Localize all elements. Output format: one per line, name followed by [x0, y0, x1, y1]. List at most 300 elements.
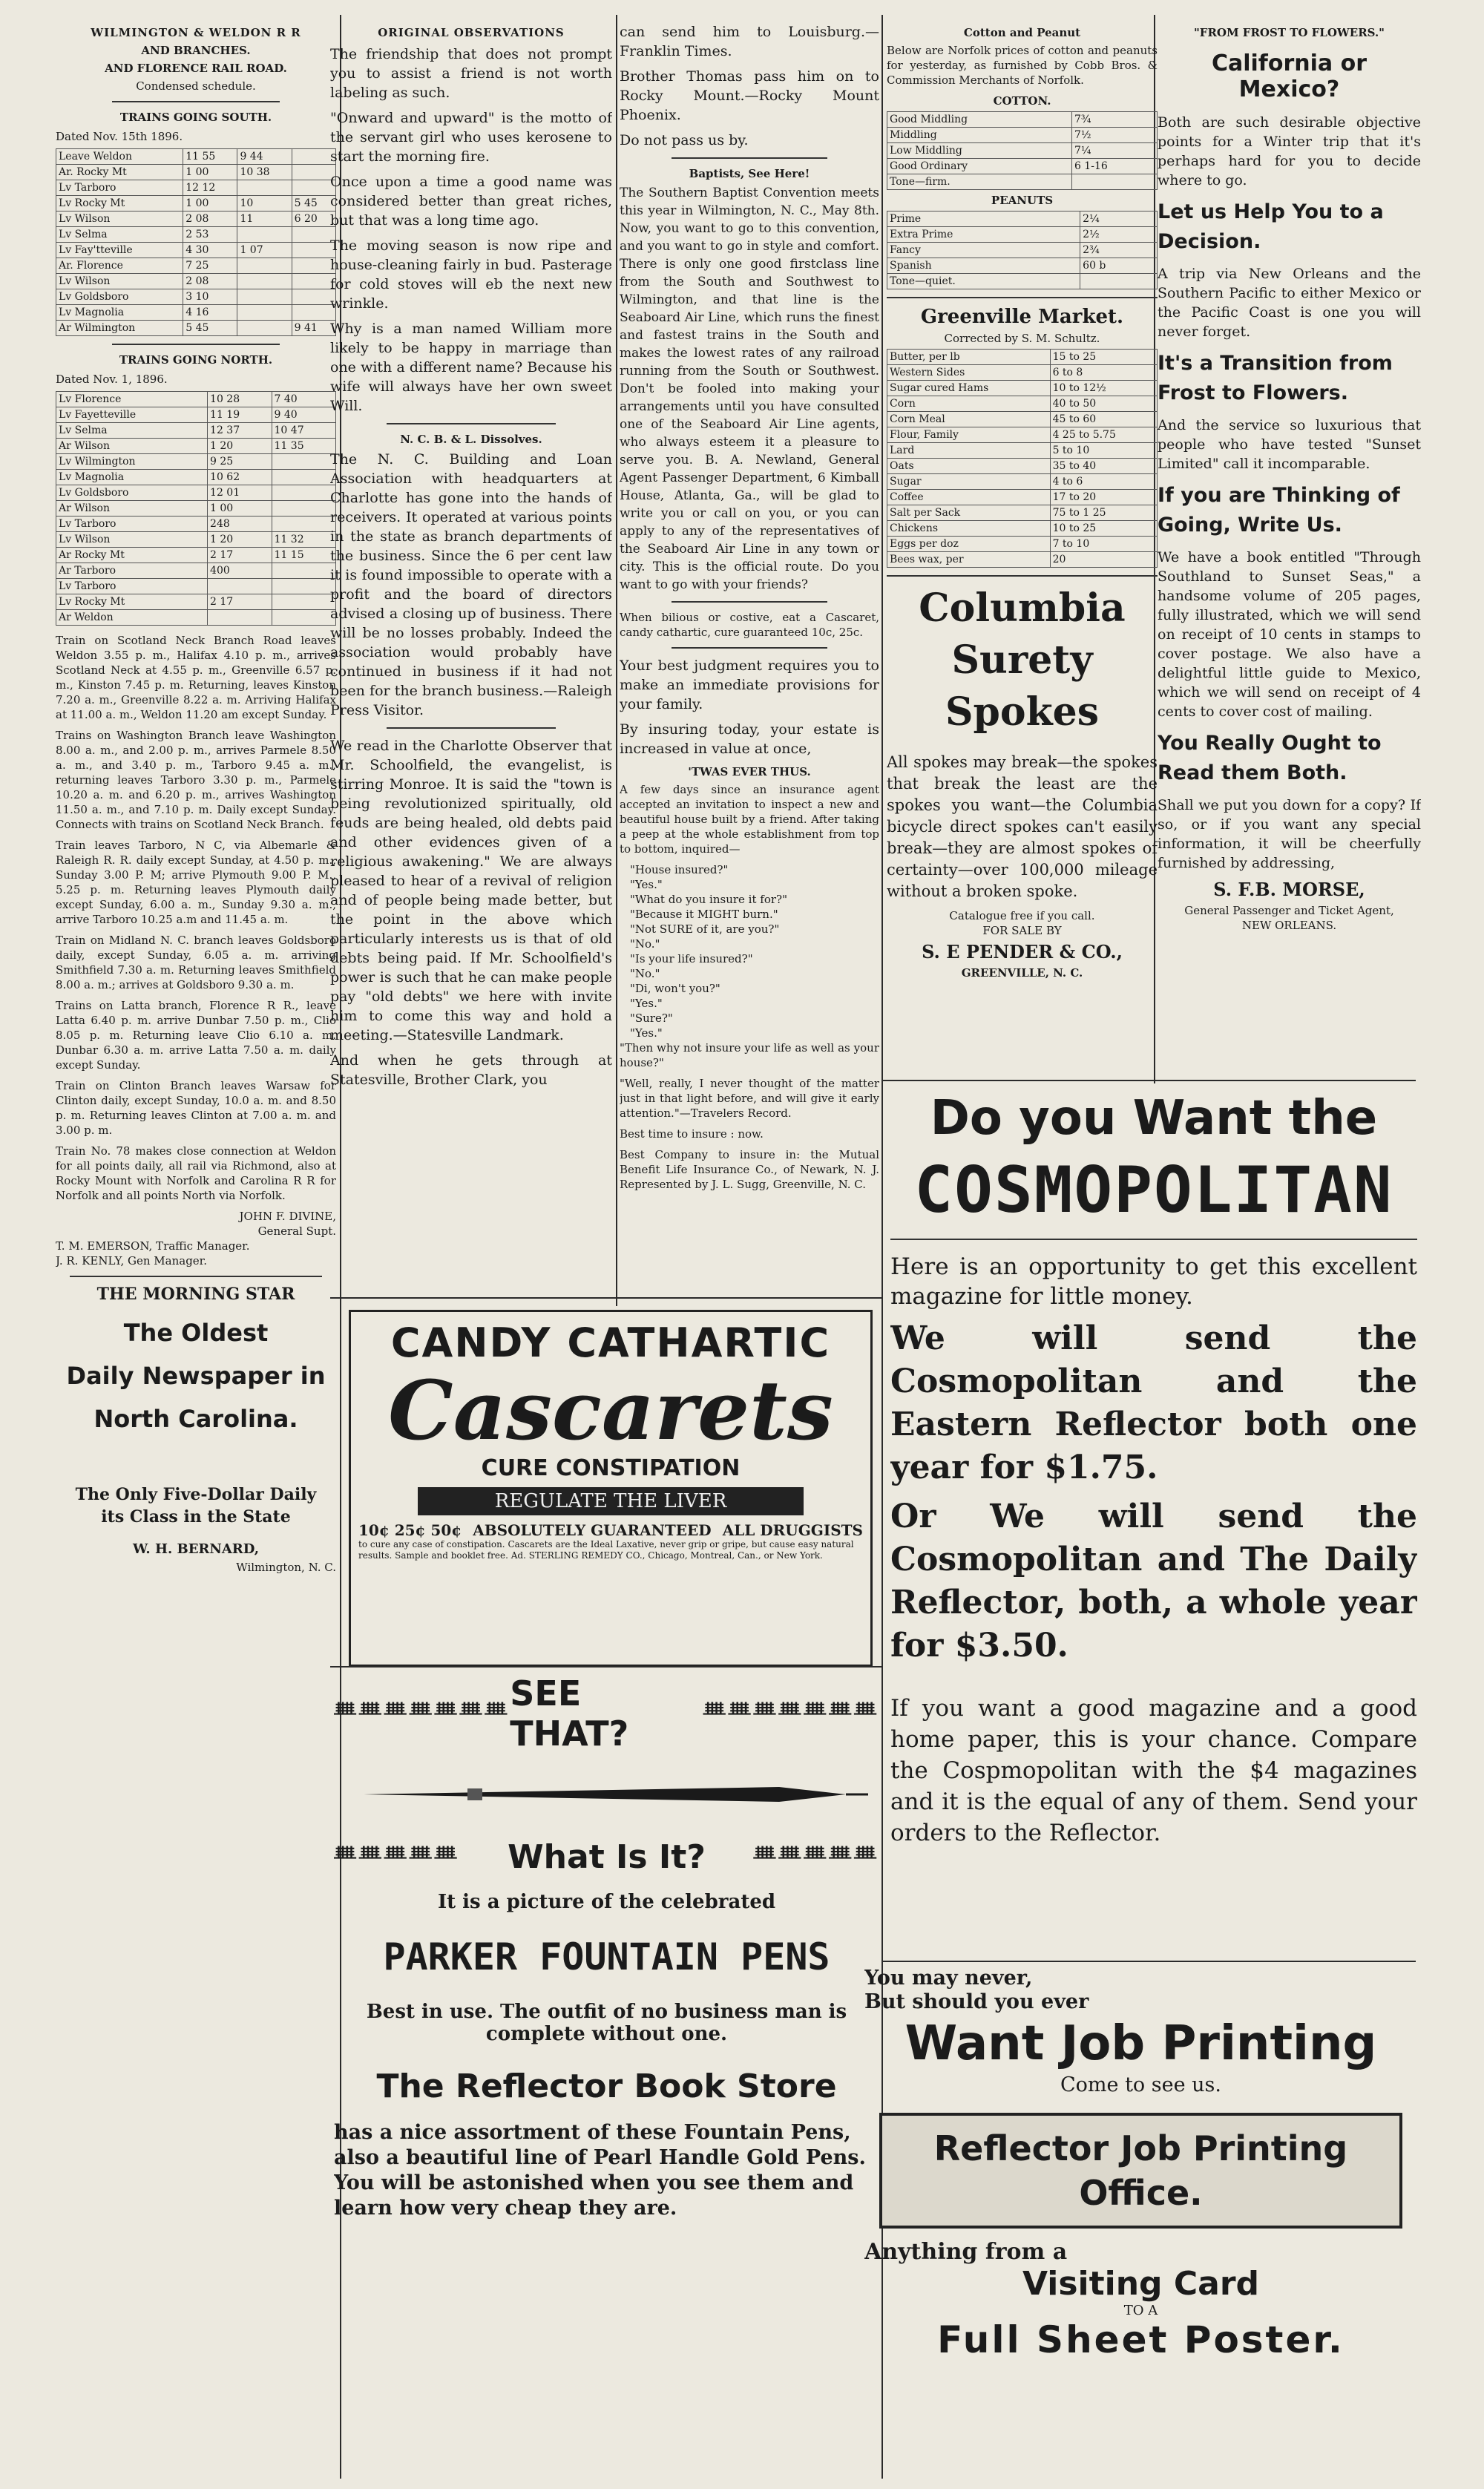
article-paragraph: Best time to insure : now.: [620, 1127, 764, 1141]
table-cell: Leave Weldon: [56, 149, 183, 165]
price-row: [887, 243, 1158, 258]
cosmopolitan-ad: [890, 1087, 1417, 1970]
frost-quote: "FROM FROST TO FLOWERS.": [1193, 26, 1385, 39]
table-cell: Lard: [887, 443, 1051, 459]
table-cell: 2 53: [183, 227, 237, 243]
table-cell: Lv Tarboro: [56, 180, 183, 196]
table-cell: Lv Selma: [56, 227, 183, 243]
railroad-title: WILMINGTON & WELDON R R: [91, 26, 301, 39]
spokes-headline: Surety: [951, 637, 1093, 683]
schedule-row: [56, 532, 336, 548]
spokes-body: All spokes may break—the spokes that break the least are the spokes you want—the Columbia bicycle direct spokes can't easily break—they are almost spokes of certainty—over 100,000 mileage without a broken spoke.: [887, 753, 1158, 900]
railroad-schedule-column: [56, 22, 336, 2471]
table-cell: [237, 227, 292, 243]
railroad-subtitle: Condensed schedule.: [136, 79, 256, 93]
observation-paragraph: Once upon a time a good name was considered better than great riches, but that was a long time ago.: [330, 174, 612, 229]
table-cell: Good Ordinary: [887, 159, 1072, 174]
schedule-row: [56, 211, 336, 227]
table-cell: 248: [208, 517, 272, 532]
market-title: Greenville Market.: [920, 306, 1124, 328]
price-row: [887, 159, 1158, 174]
baptists-column: [620, 22, 879, 1284]
cosmo-title: COSMOPOLITAN: [914, 1153, 1393, 1227]
table-cell: Spanish: [887, 258, 1080, 274]
morning-star-line: Daily Newspaper in: [66, 1362, 326, 1390]
table-cell: [1080, 274, 1158, 289]
table-cell: [272, 563, 335, 579]
schedule-row: [56, 454, 336, 470]
table-cell: [292, 180, 335, 196]
table-cell: [237, 274, 292, 289]
price-row: [887, 505, 1158, 521]
signature: J. R. KENLY, Gen Manager.: [56, 1254, 207, 1268]
table-cell: 7½: [1071, 128, 1157, 143]
table-cell: Ar Wilmington: [56, 321, 183, 336]
table-cell: Sugar cured Hams: [887, 381, 1051, 396]
job-printing-ad: [864, 1967, 1417, 2479]
dialog-line: "What do you insure it for?": [630, 893, 787, 906]
table-cell: [237, 289, 292, 305]
ad-paragraph: Both are such desirable objective points for a Winter trip that it's perhaps hard for you to decide where to go.: [1158, 114, 1421, 188]
schedule-row: [56, 392, 336, 407]
dialog-line: "Yes.": [630, 878, 663, 891]
table-cell: 7 to 10: [1050, 537, 1157, 552]
schedule-row: [56, 227, 336, 243]
cascarets-cure: CURE CONSTIPATION: [481, 1455, 741, 1481]
job-line: Come to see us.: [1060, 2073, 1221, 2096]
cotton-heading: COTTON.: [993, 94, 1051, 108]
table-cell: Western Sides: [887, 365, 1051, 381]
ad-heading: You Really Ought to Read them Both.: [1158, 732, 1382, 784]
table-cell: Sugar: [887, 474, 1051, 490]
price-row: [887, 443, 1158, 459]
table-cell: Ar Wilson: [56, 501, 208, 517]
table-cell: [292, 258, 335, 274]
peanut-table: [887, 211, 1158, 289]
table-cell: [1071, 174, 1157, 190]
dialog-line: "Yes.": [630, 997, 663, 1010]
morning-star-line: The Oldest: [123, 1319, 269, 1347]
table-cell: 4 to 6: [1050, 474, 1157, 490]
ad-signature-title: General Passenger and Ticket Agent,: [1184, 904, 1394, 917]
table-cell: 9 44: [237, 149, 292, 165]
table-cell: [272, 579, 335, 594]
cotton-title: Cotton and Peanut: [963, 26, 1081, 39]
article-paragraph: "Then why not insure your life as well as your house?": [620, 1041, 879, 1069]
table-cell: 7 40: [272, 392, 335, 407]
signature-title: General Supt.: [257, 1224, 336, 1238]
table-cell: 9 41: [292, 321, 335, 336]
south-schedule-table: [56, 148, 336, 336]
signature: T. M. EMERSON, Traffic Manager.: [56, 1239, 250, 1253]
dialog-line: "No.": [630, 967, 660, 980]
spokes-city: GREENVILLE, N. C.: [961, 966, 1083, 980]
table-cell: 400: [208, 563, 272, 579]
price-row: [887, 350, 1158, 365]
market-subtitle: Corrected by S. M. Schultz.: [944, 332, 1100, 345]
table-cell: Lv Rocky Mt: [56, 196, 183, 211]
table-cell: 45 to 60: [1050, 412, 1157, 427]
south-dated: Dated Nov. 15th 1896.: [56, 130, 183, 143]
table-cell: 1 00: [208, 501, 272, 517]
table-cell: Coffee: [887, 490, 1051, 505]
table-cell: 1 07: [237, 243, 292, 258]
table-cell: 10: [237, 196, 292, 211]
table-cell: 2¾: [1080, 243, 1158, 258]
section-rule: [330, 1666, 882, 1667]
price-row: [887, 211, 1158, 227]
schedule-row: [56, 243, 336, 258]
table-cell: [272, 517, 335, 532]
table-cell: Lv Fay'tteville: [56, 243, 183, 258]
southern-pacific-column: [1158, 22, 1421, 1076]
train-note: Train on Clinton Branch leaves Warsaw for Clinton daily, except Sunday, 10.0 a. m. and 8.50 p. m. Returning leaves Clinton at 7.00 a. m. and 3.00 p. m.: [56, 1079, 336, 1137]
pen-line: It is a picture of the celebrated: [437, 1891, 776, 1913]
table-cell: Ar Weldon: [56, 610, 208, 626]
price-row: [887, 537, 1158, 552]
table-cell: 6 to 8: [1050, 365, 1157, 381]
job-office-name: Reflector Job Printing Office.: [933, 2128, 1348, 2213]
table-cell: 10 to 25: [1050, 521, 1157, 537]
train-notes: [56, 633, 336, 1203]
table-cell: 1 00: [183, 196, 237, 211]
table-cell: 2½: [1080, 227, 1158, 243]
pen-store: The Reflector Book Store: [376, 2067, 837, 2105]
ornament: ᚙᚙᚙᚙᚙ: [334, 1846, 460, 1869]
trains-north-title: TRAINS GOING NORTH.: [119, 353, 273, 367]
price-row: [887, 490, 1158, 505]
table-cell: 7¾: [1071, 112, 1157, 128]
market-column: [887, 22, 1158, 1091]
article-paragraph: We read in the Charlotte Observer that Mr. Schoolfield, the evangelist, is stirring Monroe. It is said the "town is being revolutionized spiritually, old feuds are being healed, old debts paid and other evidences given of a religious awakening." We are always pleased to hear of a revival of religion and of people being made better, but the point in the above which particularly interests us is that of old debts being paid. If Mr. Schoolfield's power is such that he can make people pay "old debts" we here with invite him to come this way and hold a meeting.—Statesville Landmark.: [330, 738, 612, 1043]
train-note: Trains on Washington Branch leave Washington 8.00 a. m., and 2.00 p. m., arrives Parmele 8.50 a. m., and 3.40 p. m., Tarboro 9.45 a. m., returning leaves Tarboro 3.30 p. m., Parmele 10.20 a. m. and 6.20 p. m., arrives Washington 11.50 a. m., and 7.10 p. m. Daily except Sunday. Connects with trains on Scotland Neck Branch.: [56, 729, 336, 831]
table-cell: Fancy: [887, 243, 1080, 258]
fountain-pen-icon: [334, 1754, 879, 1835]
spokes-firm: S. E PENDER & CO.,: [922, 941, 1123, 963]
table-cell: 11 32: [272, 532, 335, 548]
cascarets-price: 10¢ 25¢ 50¢: [358, 1521, 462, 1539]
cascarets-guarantee: ABSOLUTELY GUARANTEED: [473, 1521, 712, 1539]
table-cell: 12 37: [208, 423, 272, 439]
table-cell: 9 25: [208, 454, 272, 470]
table-cell: Eggs per doz: [887, 537, 1051, 552]
table-cell: [208, 579, 272, 594]
table-cell: Oats: [887, 459, 1051, 474]
table-cell: 60 b: [1080, 258, 1158, 274]
morning-star-city: Wilmington, N. C.: [236, 1561, 336, 1574]
table-cell: 10 47: [272, 423, 335, 439]
table-cell: 12 12: [183, 180, 237, 196]
table-cell: 11: [237, 211, 292, 227]
table-cell: 2 08: [183, 274, 237, 289]
ad-paragraph: And the service so luxurious that people who have tested "Sunset Limited" call it incomparable.: [1158, 417, 1421, 472]
schedule-row: [56, 149, 336, 165]
job-line: Visiting Card: [1022, 2265, 1260, 2303]
table-cell: Lv Selma: [56, 423, 208, 439]
article-paragraph: Do not pass us by.: [620, 132, 749, 148]
cotton-intro: Below are Norfolk prices of cotton and peanuts for yesterday, as furnished by Cobb Bros. & Commission Merchants of Norfolk.: [887, 44, 1158, 87]
train-note: Train on Scotland Neck Branch Road leaves Weldon 3.55 p. m., Halifax 4.10 p. m., arrives Scotland Neck at 4.55 p. m., Greenville 6.57 p. m., Kinston 7.45 p. m. Returning, leaves Kinston 7.20 a. m., Greenville 8.22 a. m. Arriving Halifax at 11.00 a. m., Weldon 11.20 am except Sunday.: [56, 634, 336, 721]
table-cell: 1 20: [208, 439, 272, 454]
table-cell: Tone—firm.: [887, 174, 1072, 190]
cascarets-name: Cascarets: [388, 1362, 833, 1458]
table-cell: Butter, per lb: [887, 350, 1051, 365]
price-row: [887, 128, 1158, 143]
article-paragraph: Brother Thomas pass him on to Rocky Mount.—Rocky Mount Phoenix.: [620, 68, 879, 123]
table-cell: 10 38: [237, 165, 292, 180]
ad-paragraph: Shall we put you down for a copy? If so, or if you want any special information, it will be cheerfully furnished by addressing,: [1158, 797, 1421, 871]
price-row: [887, 474, 1158, 490]
table-cell: 10 to 12½: [1050, 381, 1157, 396]
table-cell: 5 45: [183, 321, 237, 336]
table-cell: 4 25 to 5.75: [1050, 427, 1157, 443]
signature: JOHN F. DIVINE,: [239, 1210, 336, 1223]
price-row: [887, 258, 1158, 274]
table-cell: Middling: [887, 128, 1072, 143]
table-cell: Tone—quiet.: [887, 274, 1080, 289]
table-cell: Lv Tarboro: [56, 517, 208, 532]
table-cell: [272, 610, 335, 626]
train-note: Trains on Latta branch, Florence R R., leave Latta 6.40 p. m. arrive Dunbar 7.50 p. m., Clio 8.05 p. m. Returning leave Clio 6.10 a. m. Dunbar 6.30 a. m. arrive Latta 7.50 a. m. daily except Sunday.: [56, 999, 336, 1072]
job-line: You may never,: [864, 1967, 1033, 1990]
table-cell: Ar Tarboro: [56, 563, 208, 579]
ad-heading: If you are Thinking of Going, Write Us.: [1158, 484, 1400, 537]
fountain-pen-ad: [334, 1673, 879, 2475]
dialog-line: "House insured?": [630, 863, 729, 876]
observation-paragraph: The moving season is now ripe and house-cleaning fairly in bud. Pasterage for cold stoves will eb the next new wrinkle.: [330, 237, 612, 312]
table-cell: [237, 321, 292, 336]
table-cell: Ar Rocky Mt: [56, 548, 208, 563]
job-line: TO A: [1123, 2303, 1158, 2318]
table-cell: 20: [1050, 552, 1157, 568]
table-cell: [292, 274, 335, 289]
schedule-row: [56, 305, 336, 321]
table-cell: Lv Florence: [56, 392, 208, 407]
north-schedule-table: [56, 391, 336, 626]
table-cell: Chickens: [887, 521, 1051, 537]
table-cell: 12 01: [208, 485, 272, 501]
table-cell: Lv Magnolia: [56, 470, 208, 485]
dialog-line: "Sure?": [630, 1011, 673, 1025]
table-cell: Ar Wilson: [56, 439, 208, 454]
article-paragraph: When bilious or costive, eat a Cascaret, candy cathartic, cure guaranteed 10c, 25c.: [620, 611, 879, 639]
morning-star-line: North Carolina.: [93, 1405, 298, 1433]
schedule-row: [56, 517, 336, 532]
pen-line: Best in use. The outfit of no business man is complete without one.: [366, 2001, 847, 2045]
schedule-row: [56, 274, 336, 289]
morning-star-signature: W. H. BERNARD,: [133, 1541, 259, 1557]
table-cell: [292, 149, 335, 165]
table-cell: [272, 470, 335, 485]
spokes-sale: FOR SALE BY: [982, 924, 1062, 937]
ornament: ᚙᚙᚙᚙᚙᚙᚙ: [703, 1702, 879, 1725]
article-paragraph: Your best judgment requires you to make an immediate provisions for your family.: [620, 657, 879, 712]
table-cell: Low Middling: [887, 143, 1072, 159]
column-rule: [616, 15, 617, 1306]
table-cell: [292, 227, 335, 243]
table-cell: 2¼: [1080, 211, 1158, 227]
table-cell: Corn: [887, 396, 1051, 412]
table-cell: 2 17: [208, 548, 272, 563]
table-cell: Lv Wilmington: [56, 454, 208, 470]
schedule-row: [56, 579, 336, 594]
article-heading: 'TWAS EVER THUS.: [688, 765, 811, 778]
table-cell: [292, 165, 335, 180]
train-note: Train No. 78 makes close connection at Weldon for all points daily, all rail via Richmond, also at Rocky Mount with Norfolk and Carolina R R for Norfolk and all points North via Norfolk.: [56, 1144, 336, 1202]
table-cell: 40 to 50: [1050, 396, 1157, 412]
table-cell: Lv Tarboro: [56, 579, 208, 594]
railroad-subtitle: AND BRANCHES.: [141, 44, 251, 57]
table-cell: [237, 258, 292, 274]
table-cell: Lv Goldsboro: [56, 289, 183, 305]
table-cell: [272, 501, 335, 517]
schedule-row: [56, 439, 336, 454]
table-cell: 11 19: [208, 407, 272, 423]
table-cell: Lv Rocky Mt: [56, 594, 208, 610]
dialog-line: "Because it MIGHT burn.": [630, 908, 778, 921]
cotton-table: [887, 111, 1158, 190]
table-cell: Prime: [887, 211, 1080, 227]
observation-paragraph: Why is a man named William more likely to be happy in marriage than one with a different name? Because his wife will always have her own sweet Will.: [330, 321, 612, 414]
spokes-catalogue: Catalogue free if you call.: [949, 909, 1095, 922]
dialog-line: "Is your life insured?": [630, 952, 753, 965]
morning-star-line: The Only Five-Dollar Daily: [75, 1485, 317, 1504]
ad-heading: Let us Help You to a Decision.: [1158, 200, 1384, 253]
schedule-row: [56, 594, 336, 610]
spokes-headline: Columbia: [919, 586, 1126, 631]
table-cell: 9 40: [272, 407, 335, 423]
schedule-row: [56, 321, 336, 336]
price-row: [887, 521, 1158, 537]
ad-paragraph: We have a book entitled "Through Southland to Sunset Seas," a handsome volume of 205 pages, fully illustrated, which we will send on receipt of 10 cents in stamps to cover postage. We also have a delightful little guide to Mexico, which we will send on receipt of 4 cents to cover cost of mailing.: [1158, 549, 1421, 720]
table-cell: Ar. Florence: [56, 258, 183, 274]
schedule-row: [56, 180, 336, 196]
table-cell: 75 to 1 25: [1050, 505, 1157, 521]
table-cell: 10 28: [208, 392, 272, 407]
table-cell: 11 15: [272, 548, 335, 563]
peanut-heading: PEANUTS: [991, 194, 1054, 207]
table-cell: 6 1-16: [1071, 159, 1157, 174]
table-cell: 1 20: [208, 532, 272, 548]
price-row: [887, 396, 1158, 412]
table-cell: 11 55: [183, 149, 237, 165]
table-cell: [272, 485, 335, 501]
table-cell: Lv Fayetteville: [56, 407, 208, 423]
article-paragraph: can send him to Louisburg.—Franklin Times.: [620, 24, 879, 59]
schedule-row: [56, 610, 336, 626]
table-cell: 2 08: [183, 211, 237, 227]
table-cell: [237, 305, 292, 321]
table-cell: 6 20: [292, 211, 335, 227]
article-paragraph: By insuring today, your estate is increased in value at once,: [620, 721, 879, 757]
schedule-row: [56, 165, 336, 180]
article-paragraph: A few days since an insurance agent accepted an invitation to inspect a new and beautiful house built by a friend. After taking a peep at the whole establishment from top to bottom, inquired—: [620, 783, 879, 856]
job-line: But should you ever: [864, 1990, 1089, 2013]
table-cell: Corn Meal: [887, 412, 1051, 427]
table-cell: [292, 305, 335, 321]
table-cell: 1 00: [183, 165, 237, 180]
morning-star-line: its Class in the State: [101, 1507, 291, 1526]
table-cell: 4 30: [183, 243, 237, 258]
schedule-row: [56, 485, 336, 501]
table-cell: [272, 454, 335, 470]
table-cell: 15 to 25: [1050, 350, 1157, 365]
table-cell: Flour, Family: [887, 427, 1051, 443]
dialog-line: "No.": [630, 937, 660, 951]
table-cell: Lv Wilson: [56, 274, 183, 289]
schedule-row: [56, 407, 336, 423]
ad-heading: California or Mexico?: [1211, 50, 1368, 102]
cascarets-ad: [349, 1310, 873, 1667]
price-row: [887, 427, 1158, 443]
price-row: [887, 227, 1158, 243]
section-rule: [881, 1961, 1416, 1962]
price-row: [887, 412, 1158, 427]
cosmo-offer: Or We will send the Cosmopolitan and The Daily Reflector, both, a whole year for $3.50.: [890, 1498, 1417, 1665]
job-line: Anything from a: [864, 2239, 1068, 2265]
north-dated: Dated Nov. 1, 1896.: [56, 373, 168, 386]
table-cell: 3 10: [183, 289, 237, 305]
table-cell: Bees wax, per: [887, 552, 1051, 568]
observations-column: [330, 22, 612, 1306]
section-rule: [881, 1080, 1416, 1081]
article-paragraph: The Southern Baptist Convention meets this year in Wilmington, N. C., May 8th. Now, you want to go to this convention, and you want to go in style and comfort. There is only one good firstclass line from the South and Southwest to Wilmington, and that line is the Seaboard Air Line, which runs the finest and fastest trains in the South and makes the lowest rates of any railroad running from the South or Southwest. Don't be fooled into making your arrangements until you have consulted one of the Seaboard Air Line agents, who always esteem it a pleasure to serve you. B. A. Newland, General Agent Passenger Department, 6 Kimball House, Atlanta, Ga., will be glad to write you or call on you, or you can apply to any of the representatives of the Seaboard Air Line in any town or city. This is the official route. Do you want to go with your friends?: [620, 186, 879, 592]
price-row: [887, 112, 1158, 128]
article-paragraph: The N. C. Building and Loan Association with headquarters at Charlotte has gone into the hands of receivers. It operated at various points in the state as branch departments of the business. Since the 6 per cent law it is found impossible to operate with a profit and the board of directors advised a closing up of business. There will be no losses probably. Indeed the association would probably have continued in business if it had not been for the branch business.—Raleigh Press Visitor.: [330, 451, 612, 718]
table-cell: [272, 594, 335, 610]
ad-signature: S. F.B. MORSE,: [1213, 879, 1365, 900]
cosmo-intro: Here is an opportunity to get this excellent magazine for little money.: [890, 1253, 1417, 1310]
market-table: [887, 349, 1158, 568]
schedule-row: [56, 258, 336, 274]
cosmo-offer: We will send the Cosmopolitan and the Eastern Reflector both one year for $1.75.: [890, 1319, 1417, 1486]
table-cell: [292, 243, 335, 258]
cosmo-closing: If you want a good magazine and a good home paper, this is your chance. Compare the Cospmopolitan with the $4 magazines and it is the equal of any of them. Send your orders to the Reflector.: [890, 1695, 1417, 1846]
pen-store-text: has a nice assortment of these Fountain Pens, also a beautiful line of Pearl Handle Gold Pens. You will be astonished when you see them and learn how very cheap they are.: [334, 2121, 866, 2220]
article-heading: N. C. B. & L. Dissolves.: [400, 433, 542, 446]
table-cell: 4 16: [183, 305, 237, 321]
dialog-line: "Not SURE of it, are you?": [630, 922, 780, 936]
cosmo-headline: Do you Want the: [930, 1091, 1378, 1146]
pen-brand: PARKER FOUNTAIN PENS: [383, 1935, 830, 1978]
observations-title: ORIGINAL OBSERVATIONS: [378, 26, 565, 39]
railroad-subtitle: AND FLORENCE RAIL ROAD.: [105, 62, 287, 75]
price-row: [887, 459, 1158, 474]
table-cell: 7 25: [183, 258, 237, 274]
section-rule: [330, 1297, 882, 1299]
table-cell: 35 to 40: [1050, 459, 1157, 474]
table-cell: 11 35: [272, 439, 335, 454]
dialog-line: "Di, won't you?": [630, 982, 720, 995]
observation-paragraph: The friendship that does not prompt you to assist a friend is not worth labeling as such.: [330, 46, 612, 101]
price-row: [887, 381, 1158, 396]
table-cell: Lv Wilson: [56, 532, 208, 548]
pen-headline: What Is It?: [508, 1838, 706, 1876]
table-cell: 5 to 10: [1050, 443, 1157, 459]
trains-south-title: TRAINS GOING SOUTH.: [119, 111, 272, 124]
article-paragraph: Best Company to insure in: the Mutual Benefit Life Insurance Co., of Newark, N. J. Represented by J. L. Sugg, Greenville, N. C.: [620, 1148, 879, 1191]
morning-star-title: THE MORNING STAR: [96, 1285, 295, 1304]
job-headline: Want Job Printing: [904, 2016, 1377, 2071]
ad-signature-city: NEW ORLEANS.: [1241, 919, 1337, 932]
cascarets-top: CANDY CATHARTIC: [390, 1319, 831, 1366]
table-cell: Ar. Rocky Mt: [56, 165, 183, 180]
article-paragraph: And when he gets through at Statesville, Brother Clark, you: [330, 1052, 612, 1088]
dialog-line: "Yes.": [630, 1026, 663, 1040]
schedule-row: [56, 289, 336, 305]
price-row: [887, 274, 1158, 289]
article-paragraph: "Well, really, I never thought of the matter just in that light before, and will give it early attention."—Travelers Record.: [620, 1077, 879, 1120]
